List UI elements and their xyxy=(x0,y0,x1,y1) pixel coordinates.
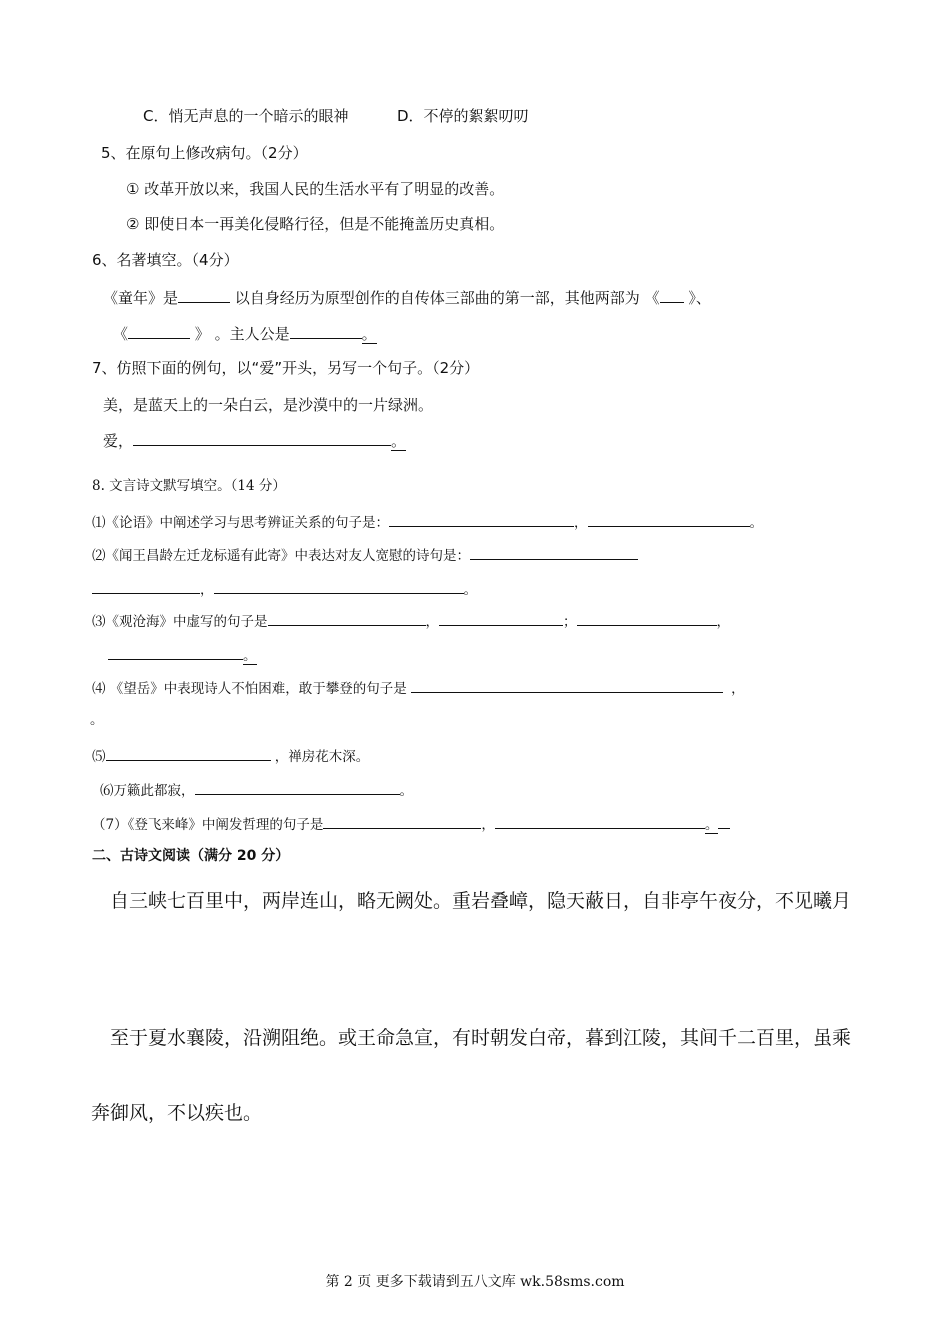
q8-item-3-text: ⑶《观沧海》中虚写的句子是 xyxy=(92,614,268,630)
q8-item-4 xyxy=(92,678,745,697)
punct: 。 xyxy=(463,582,477,598)
q6-line-1 xyxy=(103,288,711,307)
q8-item-3-blank-b[interactable] xyxy=(439,611,563,626)
q6-blank-book-2[interactable] xyxy=(660,288,684,303)
q8-item-1-text: ⑴《论语》中阐述学习与思考辨证关系的句子是： xyxy=(92,515,389,531)
punct: ， xyxy=(425,614,439,630)
punct: ， xyxy=(731,681,745,697)
q8-item-3-cont xyxy=(108,645,257,664)
q8-item-6-blank[interactable] xyxy=(195,780,400,795)
q8-item-5-text: ，禅房花木深。 xyxy=(274,749,370,765)
q8-item-5-blank[interactable] xyxy=(106,746,271,761)
q7-blank[interactable] xyxy=(133,431,391,446)
section-2-heading: 二、古诗文阅读（满分 20 分） xyxy=(92,848,290,864)
passage-line-3: 奔御风，不以疾也。 xyxy=(91,1102,263,1124)
q8-item-2-blank-b[interactable] xyxy=(92,579,200,594)
q8-item-2-blank-c[interactable] xyxy=(214,579,464,594)
passage-line-1: 自三峡七百里中，两岸连山，略无阙处。重岩叠嶂，隐天蔽日，自非亭午夜分，不见曦月 xyxy=(110,890,852,912)
punct: ， xyxy=(574,515,588,531)
q8-item-2-blank-a[interactable] xyxy=(470,545,638,560)
punct: 。 xyxy=(243,648,257,664)
q8-item-2 xyxy=(92,545,638,564)
q8-item-3-blank-a[interactable] xyxy=(268,611,426,626)
q4-option-d: D．不停的絮絮叨叨 xyxy=(397,107,529,125)
q8-item-4-cont xyxy=(90,712,104,728)
punct: ； xyxy=(563,614,577,630)
q8-item-1-blank-a[interactable] xyxy=(389,512,574,527)
q7-title: 7、仿照下面的例句，以“爱”开头，另写一个句子。（2分） xyxy=(92,359,480,377)
page-footer: 第 2 页 更多下载请到五八文库 wk.58sms.com xyxy=(325,1274,625,1290)
q8-item-2-text: ⑵《闻王昌龄左迁龙标遥有此寄》中表达对友人宽慰的诗句是： xyxy=(92,548,470,564)
q6-text-a: 《童年》是 xyxy=(103,289,179,307)
q8-item-5 xyxy=(92,746,369,765)
q6-text-f: 。 xyxy=(361,325,377,343)
q7-answer-line xyxy=(103,431,406,450)
q8-item-4-blank-a[interactable] xyxy=(411,678,723,693)
q7-prefix: 爱， xyxy=(103,432,134,450)
punct: 。 xyxy=(749,515,763,531)
q5-sentence-2: ② 即使日本一再美化侵略行径，但是不能掩盖历史真相。 xyxy=(126,215,505,233)
q6-line-2 xyxy=(113,324,377,343)
q4-option-c: C．悄无声息的一个暗示的眼神 xyxy=(143,107,349,125)
q8-item-1-blank-b[interactable] xyxy=(588,512,750,527)
q8-item-3-blank-d[interactable] xyxy=(108,645,243,660)
q8-item-7-blank-a[interactable] xyxy=(323,814,481,829)
q8-title: 8. 文言诗文默写填空。（14 分） xyxy=(92,478,286,494)
q6-text-e: 》 。主人公是 xyxy=(194,325,290,343)
punct: 。 xyxy=(704,817,719,833)
q8-item-7-tail xyxy=(718,814,730,829)
q6-title: 6、名著填空。（4分） xyxy=(92,251,239,269)
q8-item-2-cont xyxy=(92,579,477,598)
q6-blank-hero[interactable] xyxy=(290,324,362,339)
q8-item-6-text: ⑹万籁此都寂， xyxy=(100,783,195,799)
q8-item-7 xyxy=(92,814,730,833)
punct: 。 xyxy=(90,712,104,728)
q6-text-d: 《 xyxy=(113,325,129,343)
q8-item-3-blank-c[interactable] xyxy=(577,611,717,626)
q6-text-b: 以自身经历为原型创作的自传体三部曲的第一部，其他两部为 《 xyxy=(234,289,660,307)
punct: ， xyxy=(716,614,730,630)
q8-item-1 xyxy=(92,512,763,531)
q6-text-c: 》、 xyxy=(688,289,711,307)
q7-example: 美，是蓝天上的一朵白云，是沙漠中的一片绿洲。 xyxy=(103,396,434,414)
q7-end: 。 xyxy=(391,432,407,450)
punct: ， xyxy=(200,582,214,598)
q6-blank-author[interactable] xyxy=(178,288,230,303)
passage-line-2: 至于夏水襄陵，沿溯阻绝。或王命急宣，有时朝发白帝，暮到江陵，其间千二百里，虽乘 xyxy=(110,1027,852,1049)
q8-item-3 xyxy=(92,611,730,630)
q8-item-7-blank-b[interactable] xyxy=(495,814,705,829)
q5-title: 5、在原句上修改病句。（2分） xyxy=(101,144,308,162)
q8-item-7-text: （7）《登飞来峰》中阐发哲理的句子是 xyxy=(92,817,324,833)
q8-item-5-num: ⑸ xyxy=(92,749,106,765)
q8-item-4-text: ⑷ 《望岳》中表现诗人不怕困难，敢于攀登的句子是 xyxy=(92,681,407,697)
q6-blank-book-3[interactable] xyxy=(128,324,190,339)
punct: 。 xyxy=(399,783,413,799)
q8-item-6 xyxy=(100,780,413,799)
q5-sentence-1: ① 改革开放以来，我国人民的生活水平有了明显的改善。 xyxy=(126,180,505,198)
punct: ， xyxy=(481,817,495,833)
